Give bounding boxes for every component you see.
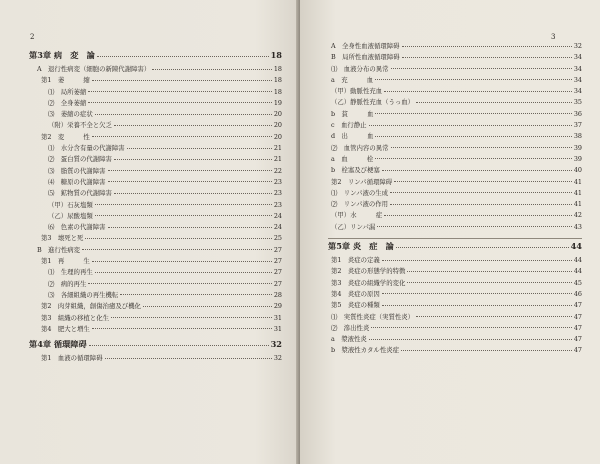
toc-entry-page: 27 bbox=[273, 268, 282, 277]
toc-entry-page: 27 bbox=[273, 279, 282, 288]
toc-entry-title: A 退行性病変（細胞の新陳代謝障害） bbox=[37, 65, 151, 73]
toc-entry-title: 第1 萎 縮 bbox=[41, 76, 90, 85]
dot-leader bbox=[82, 249, 272, 250]
toc-entry-page: 46 bbox=[573, 289, 582, 298]
toc-entry-page: 40 bbox=[573, 166, 582, 175]
toc-entry bbox=[29, 303, 282, 314]
toc-entry-page: 23 bbox=[273, 189, 282, 198]
toc-entry-title: ⑴ リンパ液の生成 bbox=[331, 188, 389, 197]
toc-entry-page: 27 bbox=[273, 245, 282, 254]
toc-chapter-entry bbox=[29, 341, 282, 353]
table-of-contents bbox=[328, 43, 582, 359]
toc-entry-page: 21 bbox=[273, 155, 282, 164]
toc-entry bbox=[29, 269, 282, 280]
toc-entry-page: 36 bbox=[573, 109, 582, 118]
toc-entry bbox=[328, 347, 582, 358]
dot-leader bbox=[92, 80, 272, 81]
dot-leader bbox=[111, 317, 272, 318]
toc-entry-title: 第2 変 性 bbox=[41, 132, 90, 141]
toc-entry-title: 第3 組織の移植と化生 bbox=[41, 313, 109, 322]
toc-entry bbox=[29, 156, 282, 167]
page-number: 3 bbox=[551, 33, 556, 41]
dot-leader bbox=[396, 247, 569, 248]
dot-leader bbox=[95, 215, 272, 216]
toc-entry-page: 45 bbox=[573, 278, 582, 287]
toc-entry-title: b 栓塞及び梗塞 bbox=[331, 166, 380, 175]
toc-entry bbox=[328, 133, 582, 144]
toc-entry-title: B 局所性血液循環障碍 bbox=[331, 53, 400, 62]
page-number: 2 bbox=[30, 33, 35, 41]
toc-entry bbox=[328, 54, 582, 65]
toc-entry-page: 24 bbox=[273, 211, 282, 220]
toc-entry-title: 第2 リンパ循環障碍 bbox=[331, 177, 393, 186]
toc-entry-page: 44 bbox=[570, 241, 582, 252]
dot-leader bbox=[384, 91, 572, 92]
toc-entry-title: （甲）動脈性充血 bbox=[331, 87, 383, 96]
table-of-contents bbox=[29, 48, 282, 366]
toc-entry-page: 27 bbox=[273, 257, 282, 266]
toc-entry-title: ⑹ 色素の代謝障害 bbox=[48, 223, 106, 232]
toc-entry bbox=[29, 77, 282, 88]
toc-entry-page: 34 bbox=[573, 87, 582, 96]
toc-entry-page: 29 bbox=[273, 302, 282, 311]
toc-entry-page: 21 bbox=[273, 144, 282, 153]
dot-leader bbox=[375, 158, 572, 159]
toc-entry-title: c 血行静止 bbox=[331, 121, 367, 130]
toc-entry-title: ⑴ 実質性炎症（実質性炎） bbox=[331, 312, 415, 321]
dot-leader bbox=[88, 91, 272, 92]
dot-leader bbox=[95, 272, 272, 273]
toc-entry-page: 20 bbox=[273, 121, 282, 130]
toc-entry-title: ⑴ 水分含有量の代謝障害 bbox=[48, 144, 125, 153]
toc-entry-page: 44 bbox=[573, 267, 582, 276]
dot-leader bbox=[384, 215, 572, 216]
toc-entry-title: ⑵ 蛋白質の代謝障害 bbox=[48, 155, 112, 164]
dot-leader bbox=[143, 306, 272, 307]
dot-leader bbox=[369, 339, 572, 340]
toc-entry-title: （乙）リンパ漏 bbox=[331, 222, 376, 231]
toc-entry-title: b 漿液性カタル性炎症 bbox=[331, 346, 399, 355]
toc-entry-page: 22 bbox=[273, 166, 282, 175]
toc-entry-title: 第4 炎症の原因 bbox=[331, 289, 380, 298]
toc-entry-page: 20 bbox=[273, 132, 282, 141]
toc-entry-title: 第4 肥大と増生 bbox=[41, 324, 90, 333]
toc-entry-title: 第3 炎症の組織学的変化 bbox=[331, 278, 406, 287]
toc-entry-title: ⑵ リンパ液の作用 bbox=[331, 200, 389, 209]
dot-leader bbox=[375, 113, 571, 114]
toc-entry-page: 41 bbox=[573, 188, 582, 197]
toc-entry-title: （乙）尿酸塩類 bbox=[48, 211, 93, 220]
toc-entry-page: 44 bbox=[573, 256, 582, 265]
dot-leader bbox=[382, 293, 572, 294]
dot-leader bbox=[416, 316, 572, 317]
toc-entry-page: 34 bbox=[573, 75, 582, 84]
dot-leader bbox=[391, 68, 572, 69]
dot-leader bbox=[394, 181, 572, 182]
dot-leader bbox=[120, 294, 272, 295]
dot-leader bbox=[92, 328, 272, 329]
toc-entry-page: 47 bbox=[573, 323, 582, 332]
dot-leader bbox=[371, 327, 572, 328]
dot-leader bbox=[95, 114, 272, 115]
toc-entry-title: ⑵ 病的再生 bbox=[48, 279, 87, 288]
toc-entry bbox=[328, 302, 582, 313]
toc-entry-title: A 全身性血液循環障碍 bbox=[331, 42, 400, 50]
toc-entry-page: 32 bbox=[573, 42, 582, 50]
toc-entry bbox=[328, 268, 582, 279]
dot-leader bbox=[95, 204, 272, 205]
toc-entry-page: 18 bbox=[273, 87, 282, 96]
toc-entry-title: ⑶ 萎縮の症状 bbox=[48, 110, 93, 119]
toc-entry-page: 34 bbox=[573, 64, 582, 73]
dot-leader bbox=[407, 271, 571, 272]
toc-entry-title: ⑶ 脂質の代謝障害 bbox=[48, 166, 106, 175]
dot-leader bbox=[85, 238, 271, 239]
toc-entry-title: ⑸ 鉱物質の代謝障害 bbox=[48, 189, 112, 198]
toc-entry-page: 31 bbox=[273, 324, 282, 333]
toc-entry-title: 第2 炎症の形態学的特徴 bbox=[331, 267, 406, 276]
toc-entry-page: 38 bbox=[573, 132, 582, 141]
toc-entry-page: 43 bbox=[573, 222, 582, 231]
toc-entry-page: 18 bbox=[273, 65, 282, 73]
toc-entry-title: ⑶ 各細組織の再生機転 bbox=[48, 290, 119, 299]
right-page bbox=[300, 0, 600, 464]
toc-entry-page: 47 bbox=[573, 301, 582, 310]
toc-entry-title: 第3 壊死と死 bbox=[41, 234, 84, 243]
toc-entry-page: 41 bbox=[573, 177, 582, 186]
dot-leader bbox=[375, 136, 571, 137]
toc-entry-page: 23 bbox=[273, 200, 282, 209]
toc-entry-title: a 漿液性炎 bbox=[331, 335, 367, 344]
dot-leader bbox=[407, 282, 571, 283]
dot-leader bbox=[114, 125, 272, 126]
dot-leader bbox=[114, 159, 272, 160]
section-divider bbox=[328, 238, 582, 239]
toc-entry-title: ⑷ 糖原の代謝障害 bbox=[48, 177, 106, 186]
toc-entry bbox=[29, 190, 282, 201]
dot-leader bbox=[114, 193, 272, 194]
toc-entry-page: 39 bbox=[573, 154, 582, 163]
dot-leader bbox=[416, 102, 572, 103]
toc-chapter-entry bbox=[29, 52, 282, 64]
toc-entry-page: 42 bbox=[573, 211, 582, 220]
toc-entry-title: d 出 血 bbox=[331, 132, 374, 141]
dot-leader bbox=[88, 283, 272, 284]
toc-entry bbox=[328, 167, 582, 178]
dot-leader bbox=[402, 57, 572, 58]
toc-entry-page: 31 bbox=[273, 313, 282, 322]
dot-leader bbox=[382, 170, 572, 171]
toc-entry-title: 第1 血液の循環障碍 bbox=[41, 354, 103, 363]
toc-entry-page: 47 bbox=[573, 312, 582, 321]
toc-entry-title: 第4章 循環障碍 bbox=[29, 339, 87, 350]
dot-leader bbox=[401, 350, 572, 351]
toc-entry-title: ⑴ 血液分布の異常 bbox=[331, 64, 389, 73]
toc-entry-page: 18 bbox=[273, 76, 282, 85]
toc-entry-page: 47 bbox=[573, 335, 582, 344]
dot-leader bbox=[382, 305, 572, 306]
toc-entry bbox=[29, 355, 282, 366]
toc-entry-title: 第3章 病 変 論 bbox=[29, 50, 95, 60]
dot-leader bbox=[108, 181, 272, 182]
toc-entry-page: 20 bbox=[273, 110, 282, 119]
toc-entry-page: 37 bbox=[573, 121, 582, 130]
toc-entry-page: 47 bbox=[573, 346, 582, 355]
toc-entry bbox=[328, 224, 582, 235]
dot-leader bbox=[390, 204, 572, 205]
toc-entry-title: 第5 炎症の種類 bbox=[331, 301, 380, 310]
toc-entry-title: ⑵ 血管内容の異常 bbox=[331, 143, 389, 152]
dot-leader bbox=[375, 79, 572, 80]
toc-entry-title: （甲）石灰塩類 bbox=[48, 200, 93, 209]
dot-leader bbox=[92, 261, 272, 262]
dot-leader bbox=[127, 148, 272, 149]
toc-entry-page: 41 bbox=[573, 200, 582, 209]
toc-entry-page: 24 bbox=[273, 223, 282, 232]
toc-entry-title: a 血 栓 bbox=[331, 154, 374, 163]
toc-entry-title: a 充 血 bbox=[331, 75, 374, 84]
dot-leader bbox=[152, 69, 272, 70]
dot-leader bbox=[391, 147, 572, 148]
toc-entry-title: ⑵ 全身萎縮 bbox=[48, 98, 87, 107]
dot-leader bbox=[377, 226, 572, 227]
dot-leader bbox=[390, 192, 572, 193]
toc-entry-page: 35 bbox=[573, 98, 582, 107]
toc-entry-title: 第1 炎症の定義 bbox=[331, 256, 380, 265]
toc-entry-title: B 進行性病変 bbox=[37, 245, 81, 254]
toc-entry-title: （甲）水 症 bbox=[331, 211, 383, 220]
toc-entry-title: （附）栄養不全と欠乏 bbox=[48, 121, 112, 130]
toc-entry-page: 25 bbox=[273, 234, 282, 243]
toc-entry-page: 32 bbox=[270, 339, 282, 350]
dot-leader bbox=[88, 102, 272, 103]
toc-entry-title: ⑵ 滲出性炎 bbox=[331, 323, 370, 332]
dot-leader bbox=[402, 46, 572, 47]
dot-leader bbox=[369, 125, 572, 126]
toc-entry-title: （乙）静脈性充血（うっ血） bbox=[331, 98, 415, 107]
toc-entry-title: b 貧 血 bbox=[331, 109, 374, 118]
toc-chapter-entry bbox=[328, 243, 582, 255]
toc-entry-page: 18 bbox=[270, 50, 282, 60]
toc-entry-page: 23 bbox=[273, 177, 282, 186]
toc-entry-title: 第1 再 生 bbox=[41, 257, 90, 266]
toc-entry-page: 34 bbox=[573, 53, 582, 62]
toc-entry-title: ⑴ 生理的再生 bbox=[48, 268, 93, 277]
toc-entry-page: 28 bbox=[273, 290, 282, 299]
toc-entry-page: 32 bbox=[273, 354, 282, 363]
dot-leader bbox=[97, 56, 269, 57]
toc-entry-title: ⑴ 局所萎縮 bbox=[48, 87, 87, 96]
dot-leader bbox=[89, 345, 269, 346]
toc-entry-page: 39 bbox=[573, 143, 582, 152]
toc-entry-page: 19 bbox=[273, 98, 282, 107]
dot-leader bbox=[108, 227, 272, 228]
toc-entry-title: 第5章 炎 症 論 bbox=[328, 241, 394, 252]
dot-leader bbox=[105, 358, 272, 359]
dot-leader bbox=[92, 136, 272, 137]
dot-leader bbox=[382, 260, 572, 261]
toc-entry-title: 第2 肉芽組織，創傷治癒及び機化 bbox=[41, 302, 141, 311]
toc-entry bbox=[29, 326, 282, 337]
dot-leader bbox=[108, 170, 272, 171]
